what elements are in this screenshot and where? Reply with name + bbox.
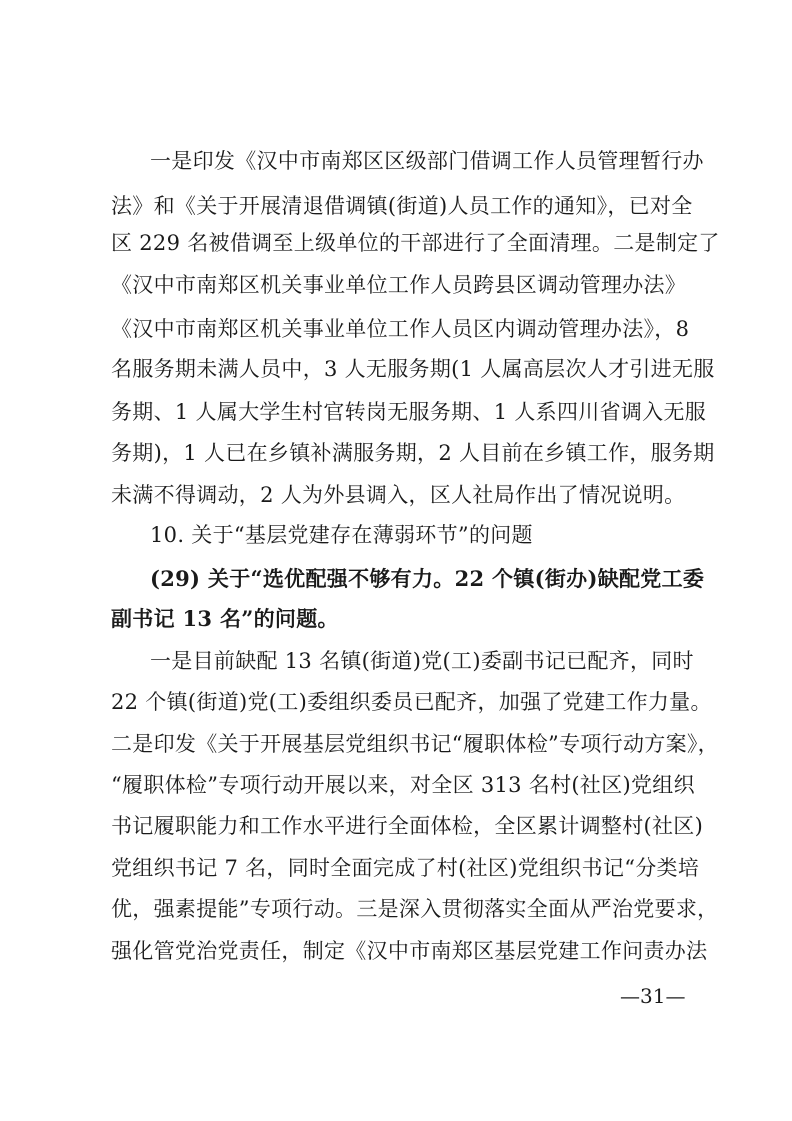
paragraph-line: 党组织书记 7 名，同时全面完成了村(社区)党组织书记“分类培	[111, 856, 700, 880]
paragraph-line: 书记履职能力和工作水平进行全面体检，全区累计调整村(社区)	[111, 814, 704, 838]
paragraph-line: 务期)，1 人已在乡镇补满服务期，2 人目前在乡镇工作，服务期	[111, 441, 715, 465]
paragraph-line: 《汉中市南郑区机关事业单位工作人员区内调动管理办法》，8	[111, 317, 690, 341]
paragraph-line: “履职体检”专项行动开展以来，对全区 313 名村(社区)党组织	[111, 773, 695, 797]
paragraph-line: 区 229 名被借调至上级单位的干部进行了全面清理。二是制定了	[111, 231, 720, 255]
paragraph-line: 二是印发《关于开展基层党组织书记“履职体检”专项行动方案》，	[111, 732, 719, 756]
page-number: —31—	[620, 984, 686, 1008]
section-heading: 10. 关于“基层党建存在薄弱环节”的问题	[150, 523, 533, 547]
paragraph-line: 一是目前缺配 13 名镇(街道)党(工)委副书记已配齐，同时	[150, 649, 694, 673]
paragraph-line: 名服务期未满人员中，3 人无服务期(1 人属高层次人才引进无服	[111, 357, 715, 381]
issue-heading: (29) 关于“选优配强不够有力。22 个镇(街办)缺配党工委	[150, 566, 705, 591]
paragraph-line: 法》和《关于开展清退借调镇(街道)人员工作的通知》，已对全	[111, 194, 693, 218]
paragraph-line: 优，强素提能”专项行动。三是深入贯彻落实全面从严治党要求，	[111, 897, 719, 921]
paragraph-line: 22 个镇(街道)党(工)委组织委员已配齐，加强了党建工作力量。	[111, 690, 712, 714]
issue-heading: 副书记 13 名”的问题。	[111, 606, 339, 631]
paragraph-line: 《汉中市南郑区机关事业单位工作人员跨县区调动管理办法》	[111, 273, 687, 297]
paragraph-line: 务期、1 人属大学生村官转岗无服务期、1 人系四川省调入无服	[111, 400, 707, 424]
paragraph-line: 未满不得调动，2 人为外县调入，区人社局作出了情况说明。	[111, 483, 686, 507]
paragraph-line: 一是印发《汉中市南郑区区级部门借调工作人员管理暂行办	[150, 149, 704, 173]
paragraph-line: 强化管党治党责任，制定《汉中市南郑区基层党建工作问责办法	[111, 939, 708, 963]
